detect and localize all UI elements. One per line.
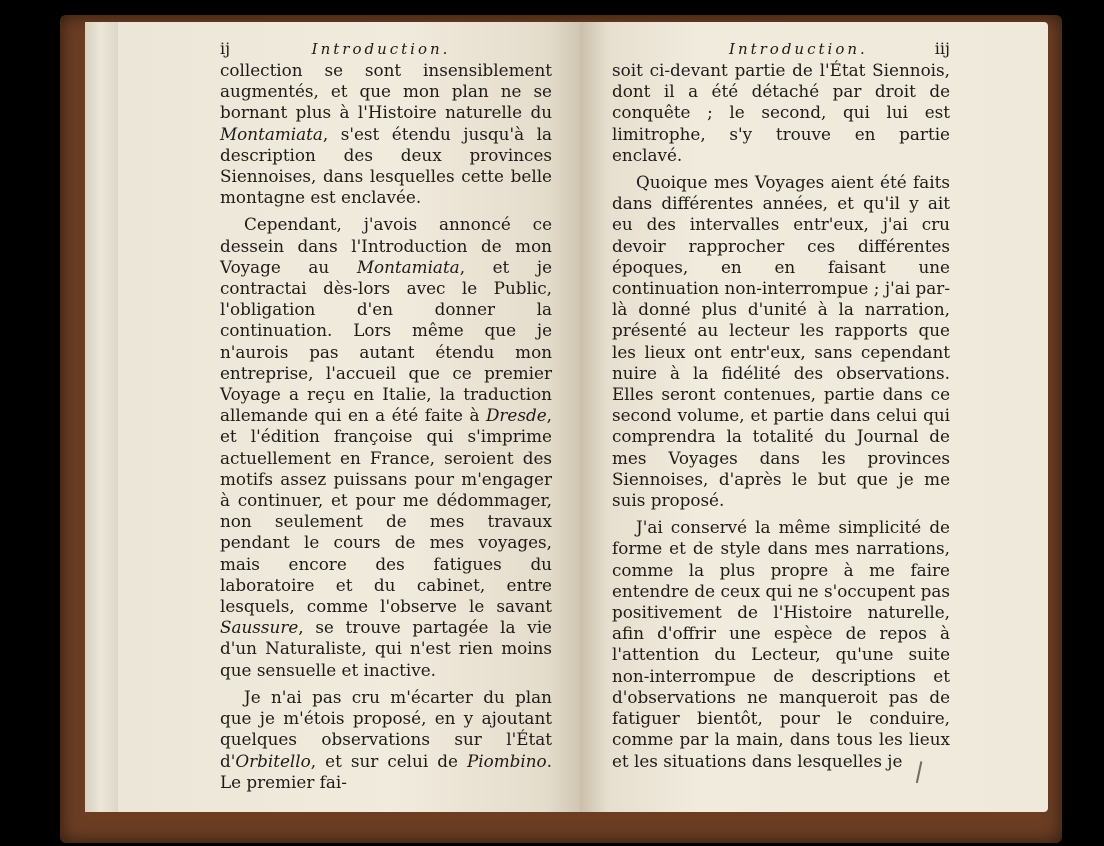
text-run: , et sur celui de [310, 750, 467, 771]
left-page [118, 22, 580, 812]
text-run: Cependant, j'avois annoncé ce dessein dans l'Introduction de mon Voyage au [220, 214, 552, 277]
text-run: , s'est étendu jusqu'à la description des deux provinces Siennoises, dans lesquelles cette belle montagne est enclavée. [220, 123, 552, 208]
text-run: Je n'ai pas cru m'écarter du plan que je m'étois proposé, en y ajoutant quelques observations sur l'État d' [220, 686, 552, 771]
paragraph [612, 517, 950, 771]
text-run: , et je contractai dès-lors avec le Public, l'obligation d'en donner la continuation. Lors même que je n'aurois pas autant étendu mon entreprise, l'accueil que ce premier Voyage a reçu en Italie, la traduction allemande qui en a été faite à [220, 256, 552, 426]
text-run: , se trouve partagée la vie d'un Naturaliste, qui n'est rien moins que sensuelle et inactive. [220, 617, 552, 680]
paragraph [220, 687, 552, 793]
italic-text: Piombino [466, 750, 547, 771]
text-run: , et l'édition françoise qui s'imprime actuellement en France, seroient des motifs assez puissans pour m'engager à continuer, et pour me dédommager, non seulement de mes travaux pendant le cours de mes voyages, mais encore des fatigues du laboratoire et du cabinet, entre lesquels, comme l'observe le savant [220, 405, 552, 617]
text-run: collection se sont insensiblement augmentés, et que mon plan ne se bornant plus à l'Histoire naturelle du [220, 60, 552, 123]
left-body-text [220, 60, 552, 793]
paragraph [220, 60, 552, 208]
italic-text: Montamiata [220, 123, 323, 144]
left-text-block [220, 38, 552, 793]
text-run: . Le premier fai- [220, 750, 552, 792]
left-page-number: ij [220, 39, 231, 58]
italic-text: Dresde [485, 405, 547, 426]
right-text-block [612, 38, 950, 772]
paragraph [612, 60, 950, 166]
paragraph [220, 214, 552, 680]
right-body-text [612, 60, 950, 772]
left-header [220, 38, 552, 60]
right-running-head: Introduction. [729, 40, 868, 58]
right-header [612, 38, 950, 60]
paragraph [612, 172, 950, 511]
italic-text: Orbitello [235, 750, 311, 771]
right-page [580, 22, 1048, 812]
italic-text: Saussure [220, 617, 299, 638]
text-run: Quoique mes Voyages aient été faits dans différentes années, et qu'il y ait eu des intervalles entr'eux, j'ai cru devoir rapprocher ces différentes époques, en en faisant une continuation non-interrompue ; j'ai par-là donné plus d'unité à la narration, présenté au lecteur les rapports que les lieux ont entr'eux, sans cependant nuire à la fidélité des observations. Elles seront contenues, partie dans ce second volume, et partie dans celui qui comprendra la totalité du Journal de mes Voyages dans les provinces Siennoises, d'après le but que je me suis proposé. [612, 172, 950, 511]
text-run: soit ci-devant partie de l'État Siennois, dont il a été détaché par droit de conquête ; le second, qui lui est limitrophe, s'y trouve en partie enclavé. [612, 60, 950, 165]
italic-text: Montamiata [356, 256, 460, 277]
left-running-head: Introduction. [311, 40, 451, 58]
text-run: J'ai conservé la même simplicité de forme et de style dans mes narrations, comme la plus propre à me faire entendre de ceux qui ne s'occupent pas positivement de l'Histoire naturelle, afin d'offrir une espèce de repos à l'attention du Lecteur, qu'une suite non-interrompue de descriptions et d'observations ne manqueroit pas de fatiguer bientôt, pour le conduire, comme par la main, dans tous les lieux et les situations dans lesquelles je [612, 517, 950, 771]
right-page-number: iij [934, 39, 950, 58]
